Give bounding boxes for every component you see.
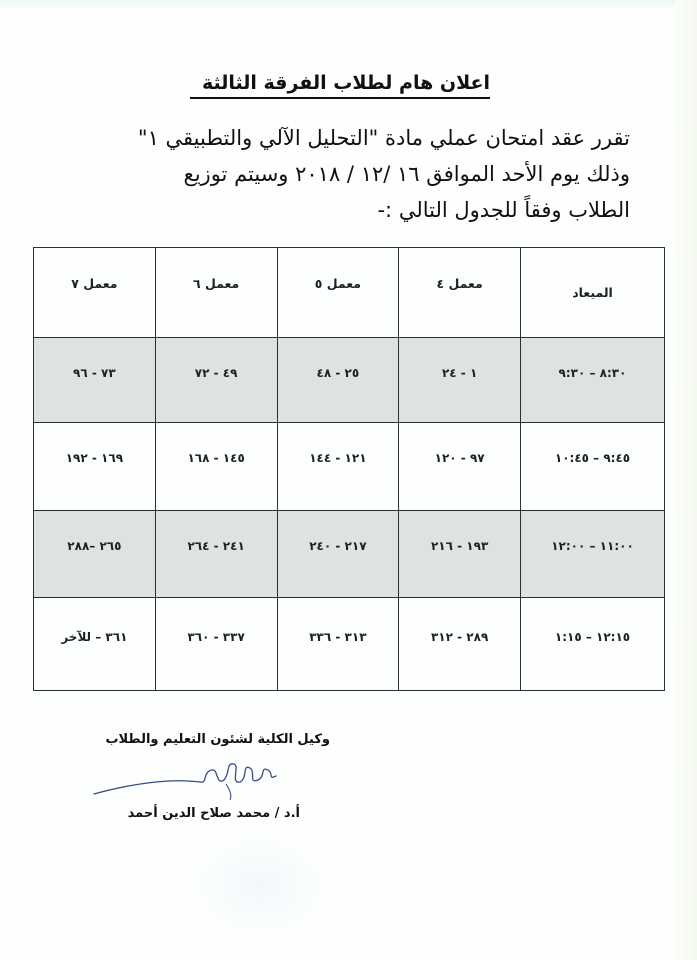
table-row: [34, 511, 665, 598]
intro-line-3: الطلاب وفقاً للجدول التالي :-: [377, 198, 630, 222]
handwritten-signature-icon: [90, 754, 280, 804]
cell-lab-5: ٣١٣ - ٣٣٦: [277, 598, 399, 691]
cell-lab-4: ١ - ٢٤: [399, 338, 521, 423]
announcement-body: [100, 120, 630, 228]
header-lab-7: معمل ٧: [34, 248, 156, 338]
faint-stamp-mark: [200, 840, 320, 930]
cell-lab-6: ٣٣٧ - ٣٦٠: [155, 598, 277, 691]
cell-time: ٨:٣٠ – ٩:٣٠: [521, 338, 665, 423]
cell-lab-7: ٣٦١ – للآخر: [34, 598, 156, 691]
table-row: [34, 598, 665, 691]
announcement-title: اعلان هام لطلاب الفرقة الثالثة: [190, 70, 490, 99]
cell-lab-7: ١٦٩ - ١٩٢: [34, 423, 156, 511]
intro-line-2: وذلك يوم الأحد الموافق ١٦ /١٢ / ٢٠١٨ وسيتم توزيع: [183, 162, 630, 186]
cell-lab-6: ٢٤١ - ٢٦٤: [155, 511, 277, 598]
cell-lab-4: ٩٧ - ١٢٠: [399, 423, 521, 511]
cell-lab-5: ٢١٧ - ٢٤٠: [277, 511, 399, 598]
cell-lab-4: ١٩٣ - ٢١٦: [399, 511, 521, 598]
cell-time: ١١:٠٠ – ١٢:٠٠: [521, 511, 665, 598]
cell-lab-5: ٢٥ - ٤٨: [277, 338, 399, 423]
cell-time: ١٢:١٥ – ١:١٥: [521, 598, 665, 691]
header-lab-4: معمل ٤: [399, 248, 521, 338]
cell-lab-7: ٧٣ - ٩٦: [34, 338, 156, 423]
table-header-row: [34, 248, 665, 338]
exam-schedule-table: [33, 247, 665, 691]
scan-right-edge: [675, 0, 697, 960]
header-time: الميعاد: [521, 248, 665, 338]
cell-lab-6: ٤٩ - ٧٢: [155, 338, 277, 423]
cell-lab-6: ١٤٥ - ١٦٨: [155, 423, 277, 511]
scan-top-edge: [0, 0, 697, 10]
intro-line-1: تقرر عقد امتحان عملي مادة "التحليل الآلي والتطبيقي ١": [137, 126, 630, 150]
header-lab-6: معمل ٦: [155, 248, 277, 338]
cell-lab-7: ٢٦٥ –٢٨٨: [34, 511, 156, 598]
table-row: [34, 338, 665, 423]
cell-lab-4: ٢٨٩ - ٣١٢: [399, 598, 521, 691]
cell-time: ٩:٤٥ – ١٠:٤٥: [521, 423, 665, 511]
cell-lab-5: ١٢١ - ١٤٤: [277, 423, 399, 511]
signatory-title: وكيل الكلية لشئون التعليم والطلاب: [105, 732, 330, 747]
table-row: [34, 423, 665, 511]
header-lab-5: معمل ٥: [277, 248, 399, 338]
signatory-name: أ.د / محمد صلاح الدين أحمد: [127, 806, 300, 821]
